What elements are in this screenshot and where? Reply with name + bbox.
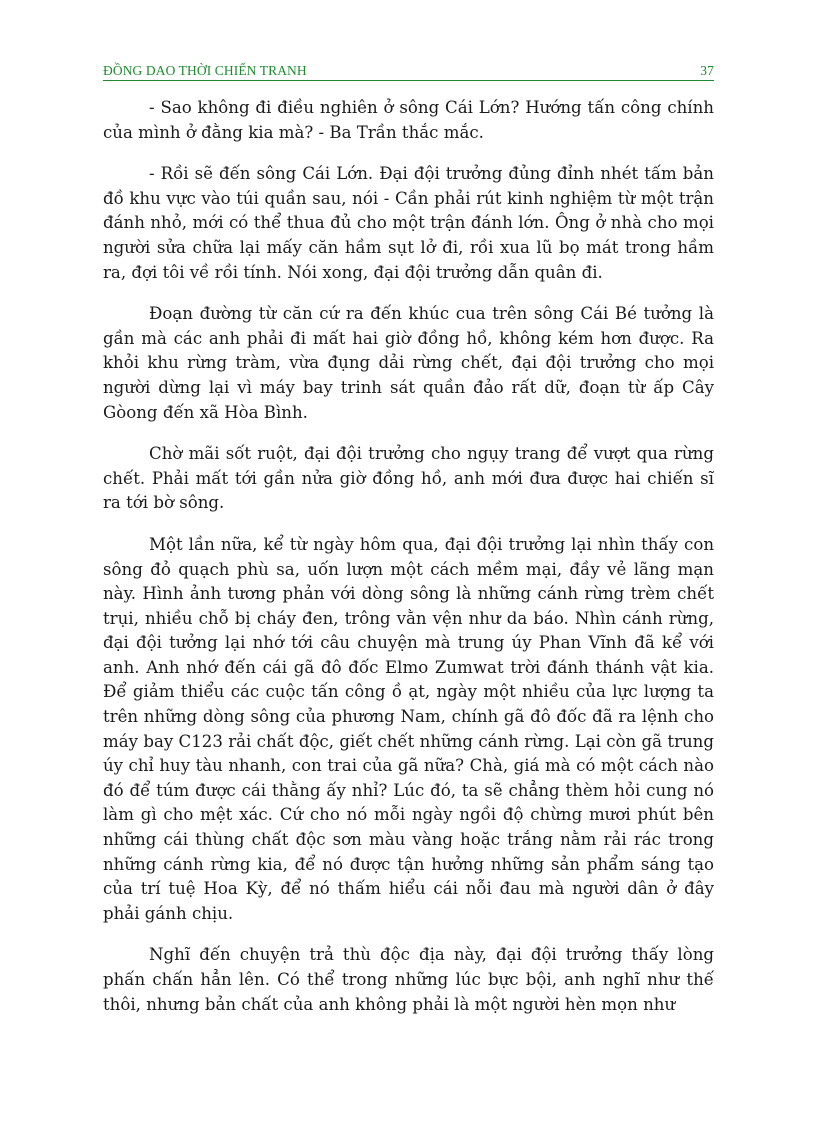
running-header-title: ĐỒNG DAO THỜI CHIẾN TRANH	[103, 63, 307, 78]
paragraph-5: Một lần nữa, kể từ ngày hôm qua, đại đội trưởng lại nhìn thấy con sông đỏ quạch phù sa, uốn lượn một cách mềm mại, đầy vẻ lãng mạn này. Hình ảnh tương phản với dòng sông là những cánh rừng trèm chết trụi, nhiều chỗ bị cháy đen, trông vằn vện như da báo. Nhìn cánh rừng, đại đội tưởng lại nhớ tới câu chuyện mà trung úy Phan Vĩnh đã kể với anh. Anh nhớ đến cái gã đô đốc Elmo Zumwat trời đánh thánh vật kia. Để giảm thiểu các cuộc tấn công ồ ạt, ngày một nhiều của lực lượng ta trên những dòng sông của phương Nam, chính gã đô đốc đã ra lệnh cho máy bay C123 rải chất độc, giết chết những cánh rừng. Lại còn gã trung úy chỉ huy tàu nhanh, con trai của gã nữa? Chà, giá mà có một cách nào đó để túm được cái thằng ấy nhỉ? Lúc đó, ta sẽ chẳng thèm hỏi cung nó làm gì cho mệt xác. Cứ cho nó mỗi ngày ngồi độ chừng mươi phút bên những cái thùng chất độc sơn màu vàng hoặc trắng nằm rải rác trong những cánh rừng kia, để nó được tận hưởng những sản phẩm sáng tạo của trí tuệ Hoa Kỳ, để nó thấm hiểu cái nỗi đau mà người dân ở đây phải gánh chịu.	[103, 534, 714, 923]
paragraph-6: Nghĩ đến chuyện trả thù độc địa này, đại đội trưởng thấy lòng phấn chấn hẳn lên. Có thể trong những lúc bực bội, anh nghĩ như thế thôi, nhưng bản chất của anh không phải là một người hèn mọn như	[103, 945, 714, 1014]
body-text	[103, 96, 714, 1034]
paragraph-4: Chờ mãi sốt ruột, đại đội trưởng cho ngụy trang để vượt qua rừng chết. Phải mất tới gần nửa giờ đồng hồ, anh mới đưa được hai chiến sĩ ra tới bờ sông.	[103, 444, 714, 513]
page-number: 37	[700, 63, 714, 78]
paragraph-3: Đoạn đường từ căn cứ ra đến khúc cua trên sông Cái Bé tưởng là gần mà các anh phải đi mất hai giờ đồng hồ, không kém hơn được. Ra khỏi khu rừng tràm, vừa đụng dải rừng chết, đại đội trưởng cho mọi người dừng lại vì máy bay trinh sát quần đảo rất dữ, đoạn từ ấp Cây Gòong đến xã Hòa Bình.	[103, 304, 714, 422]
running-header	[103, 60, 714, 81]
paragraph-1: - Sao không đi điều nghiên ở sông Cái Lớn? Hướng tấn công chính của mình ở đằng kia mà? - Ba Trần thắc mắc.	[103, 98, 714, 142]
paragraph-2: - Rồi sẽ đến sông Cái Lớn. Đại đội trưởng đủng đỉnh nhét tấm bản đồ khu vực vào túi quần sau, nói - Cần phải rút kinh nghiệm từ một trận đánh nhỏ, mới có thể thua đủ cho một trận đánh lớn. Ông ở nhà cho mọi người sửa chữa lại mấy căn hầm sụt lở đi, rồi xua lũ bọ mát trong hầm ra, đợi tôi về rồi tính. Nói xong, đại đội trưởng dẫn quân đi.	[103, 164, 714, 282]
